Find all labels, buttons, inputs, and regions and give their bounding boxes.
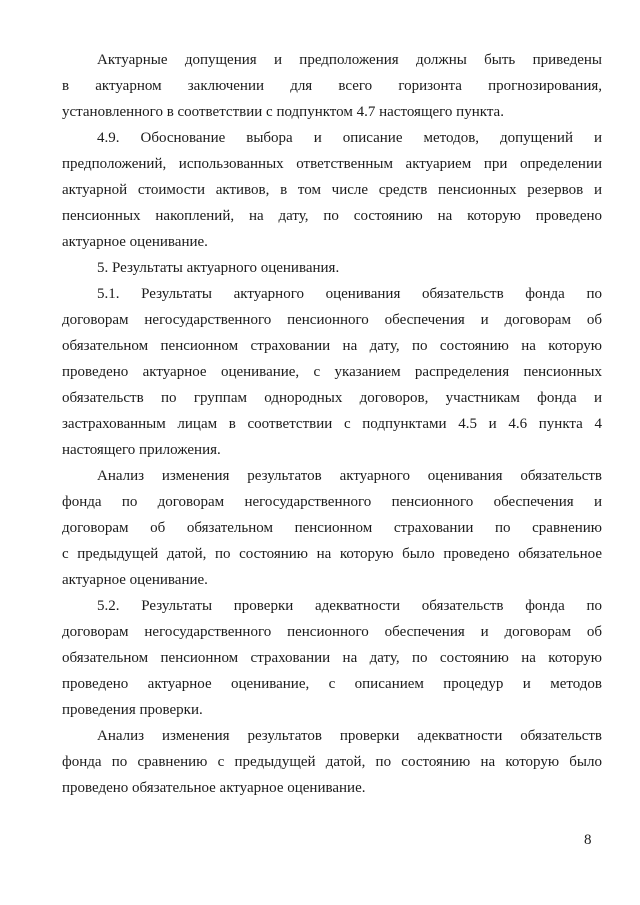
text-line: настоящего приложения. [62,442,221,458]
text-line: Анализ изменения результатов актуарного оценивания обязательств [97,468,602,484]
text-line: 4.9. Обоснование выбора и описание методов, допущений и [97,130,602,146]
text-line: актуарное оценивание. [62,572,208,588]
text-line: в актуарном заключении для всего горизонта прогнозирования, [62,78,602,94]
text-line: 5.2. Результаты проверки адекватности обязательств фонда по [97,598,602,614]
text-line: обязательном пенсионном страховании на дату, по состоянию на которую [62,338,602,354]
document-text [62,47,602,801]
paragraph-5-heading [62,255,602,281]
text-line: обязательном пенсионном страховании на дату, по состоянию на которую [62,650,602,666]
text-line: актуарной стоимости активов, в том числе средств пенсионных резервов и [62,182,602,198]
text-line: 5. Результаты актуарного оценивания. [97,260,340,276]
text-line: актуарное оценивание. [62,234,208,250]
paragraph-5-2 [62,593,602,723]
text-line: Актуарные допущения и предположения должны быть приведены [97,52,602,68]
text-line: проведено актуарное оценивание, с указанием распределения пенсионных [62,364,602,380]
text-line: фонда по договорам негосударственного пенсионного обеспечения и [62,494,602,510]
text-line: проведено обязательное актуарное оценивание. [62,780,366,796]
paragraph-4-9 [62,125,602,255]
text-line: договорам об обязательном пенсионном страховании по сравнению [62,520,602,536]
text-line: проведения проверки. [62,702,203,718]
text-line: пенсионных накоплений, на дату, по состоянию на которую проведено [62,208,602,224]
paragraph-analysis-adequacy [62,723,602,801]
text-line: с предыдущей датой, по состоянию на которую было проведено обязательное [62,546,602,562]
page-number: 8 [584,832,592,848]
paragraph-assumptions [62,47,602,125]
text-line: 5.1. Результаты актуарного оценивания обязательств фонда по [97,286,602,302]
text-line: Анализ изменения результатов проверки адекватности обязательств [97,728,602,744]
text-line: предположений, использованных ответственным актуарием при определении [62,156,602,172]
text-line: договорам негосударственного пенсионного обеспечения и договорам об [62,624,602,640]
text-line: договорам негосударственного пенсионного обеспечения и договорам об [62,312,602,328]
paragraph-analysis-npo [62,463,602,593]
paragraph-5-1 [62,281,602,463]
text-line: обязательств по группам однородных договоров, участникам фонда и [62,390,602,406]
text-line: проведено актуарное оценивание, с описанием процедур и методов [62,676,602,692]
text-line: застрахованным лицам в соответствии с подпунктами 4.5 и 4.6 пункта 4 [62,416,602,432]
text-line: установленного в соответствии с подпунктом 4.7 настоящего пункта. [62,104,504,120]
text-line: фонда по сравнению с предыдущей датой, по состоянию на которую было [62,754,602,770]
